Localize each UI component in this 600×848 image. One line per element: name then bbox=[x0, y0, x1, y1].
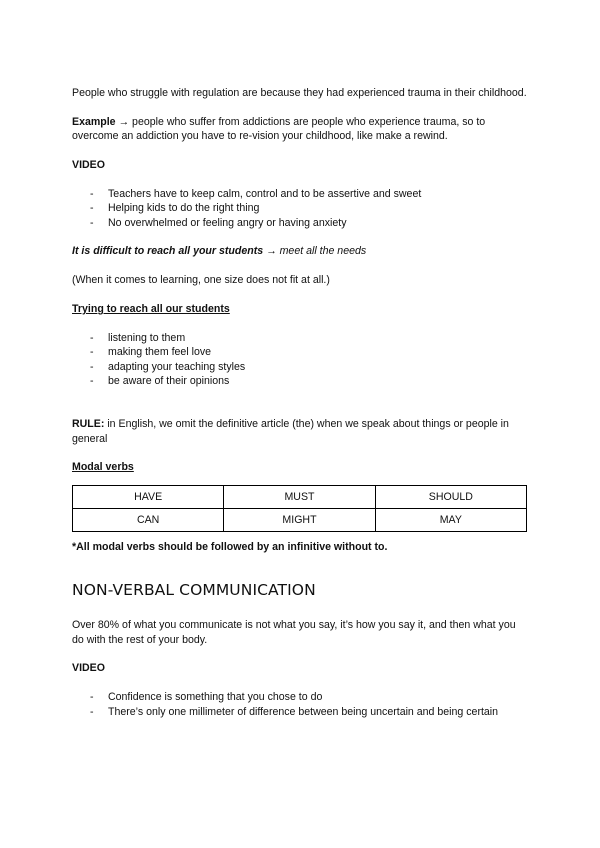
rule-label: RULE: bbox=[72, 418, 105, 431]
list-item: - Teachers have to keep calm, control and to be assertive and sweet bbox=[90, 187, 422, 200]
list-item: - listening to them bbox=[90, 331, 186, 344]
video-list-2 bbox=[72, 690, 528, 719]
table-row bbox=[73, 508, 527, 531]
reach-heading: Trying to reach all our students bbox=[72, 303, 230, 315]
list-dash: - bbox=[90, 187, 94, 200]
video-heading-2: VIDEO bbox=[72, 662, 105, 675]
learning-note: (When it comes to learning, one size does not fit at all.) bbox=[72, 274, 330, 287]
table-cell: SHOULD bbox=[375, 485, 526, 508]
blank-line bbox=[72, 403, 528, 417]
rule-text: in English, we omit the definitive article (the) when we speak about things or people in general bbox=[72, 418, 509, 445]
difficult-arrow-text: → meet all the needs bbox=[263, 245, 367, 258]
list-item: - Helping kids to do the right thing bbox=[90, 202, 260, 215]
video-list-1 bbox=[72, 187, 528, 230]
list-dash: - bbox=[90, 331, 94, 344]
difficult-paragraph bbox=[72, 244, 528, 258]
table-cell: CAN bbox=[73, 508, 224, 531]
intro-paragraph: People who struggle with regulation are because they had experienced trauma in their childhood. bbox=[72, 87, 527, 99]
modal-heading: Modal verbs bbox=[72, 461, 134, 474]
list-item: - No overwhelmed or feeling angry or having anxiety bbox=[90, 216, 347, 229]
example-text: → people who suffer from addictions are people who experience trauma, so to overcome an addiction you have to re-vision your childhood, like make a rewind. bbox=[72, 115, 486, 143]
list-dash: - bbox=[90, 360, 94, 373]
modal-verbs-table bbox=[72, 485, 527, 532]
document-page bbox=[72, 86, 528, 733]
table-cell: MIGHT bbox=[224, 508, 375, 531]
difficult-bold: It is difficult to reach all your students bbox=[72, 245, 264, 258]
list-dash: - bbox=[90, 216, 94, 229]
reach-list bbox=[72, 331, 528, 389]
list-item: - There’s only one millimeter of difference between being uncertain and being certain bbox=[90, 705, 499, 718]
example-label: Example bbox=[72, 115, 116, 128]
list-item: - Confidence is something that you chose to do bbox=[90, 691, 323, 704]
list-dash: - bbox=[90, 691, 94, 704]
table-cell: HAVE bbox=[73, 485, 224, 508]
list-item: - be aware of their opinions bbox=[90, 375, 230, 388]
video-heading-1: VIDEO bbox=[72, 159, 105, 171]
list-dash: - bbox=[90, 346, 94, 359]
table-row bbox=[73, 485, 527, 508]
modal-note: *All modal verbs should be followed by an infinitive without to. bbox=[72, 540, 388, 553]
list-dash: - bbox=[90, 375, 94, 388]
table-cell: MUST bbox=[224, 485, 375, 508]
list-dash: - bbox=[90, 202, 94, 215]
rule-paragraph bbox=[72, 417, 528, 446]
table-cell: MAY bbox=[375, 508, 526, 531]
list-item: - making them feel love bbox=[90, 346, 212, 359]
list-item: - adapting your teaching styles bbox=[90, 360, 246, 373]
nonverbal-paragraph: Over 80% of what you communicate is not what you say, it’s how you say it, and then what you do with the rest of your body. bbox=[72, 619, 516, 646]
example-paragraph bbox=[72, 115, 528, 144]
list-dash: - bbox=[90, 705, 94, 718]
section-title-nonverbal: NON-VERBAL COMMUNICATION bbox=[72, 581, 316, 600]
